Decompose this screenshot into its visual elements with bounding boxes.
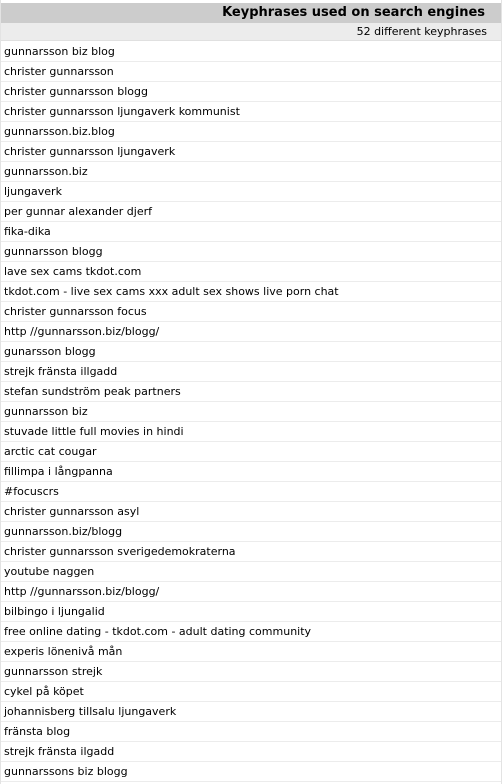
keyphrase-row: stefan sundström peak partners (1, 382, 501, 402)
keyphrase-row: bilbingo i ljungalid (1, 602, 501, 622)
keyphrase-row: fränsta blog (1, 722, 501, 742)
keyphrase-row: ljungaverk (1, 182, 501, 202)
keyphrase-row: christer gunnarsson asyl (1, 502, 501, 522)
keyphrase-row: fillimpa i långpanna (1, 462, 501, 482)
keyphrase-row: fika-dika (1, 222, 501, 242)
keyphrase-row: gunnarsson blogg (1, 242, 501, 262)
keyphrase-row: http //gunnarsson.biz/blogg/ (1, 322, 501, 342)
keyphrase-row: gunnarssons biz blogg (1, 762, 501, 782)
keyphrase-row: gunnarsson strejk (1, 662, 501, 682)
keyphrase-row: christer gunnarsson focus (1, 302, 501, 322)
keyphrase-row: gunnarsson biz (1, 402, 501, 422)
keyphrase-row: gunnarsson.biz (1, 162, 501, 182)
keyphrase-row: stuvade little full movies in hindi (1, 422, 501, 442)
keyphrase-row: gunnarsson.biz.blog (1, 122, 501, 142)
keyphrase-row: cykel på köpet (1, 682, 501, 702)
keyphrase-row: per gunnar alexander djerf (1, 202, 501, 222)
keyphrase-row: christer gunnarsson (1, 62, 501, 82)
keyphrase-row: christer gunnarsson blogg (1, 82, 501, 102)
keyphrase-row: experis lönenivå mån (1, 642, 501, 662)
keyphrase-list (1, 42, 501, 782)
keyphrase-row: arctic cat cougar (1, 442, 501, 462)
title-bar (1, 3, 501, 23)
keyphrase-row: gunarsson blogg (1, 342, 501, 362)
keyphrase-row: johannisberg tillsalu ljungaverk (1, 702, 501, 722)
keyphrase-row: christer gunnarsson sverigedemokraterna (1, 542, 501, 562)
keyphrase-row: christer gunnarsson ljungaverk kommunist (1, 102, 501, 122)
keyphrase-row: #focuscrs (1, 482, 501, 502)
keyphrase-row: tkdot.com - live sex cams xxx adult sex shows live porn chat (1, 282, 501, 302)
keyphrase-row: christer gunnarsson ljungaverk (1, 142, 501, 162)
keyphrase-row: free online dating - tkdot.com - adult dating community (1, 622, 501, 642)
keyphrase-row: lave sex cams tkdot.com (1, 262, 501, 282)
keyphrase-row: gunnarsson.biz/blogg (1, 522, 501, 542)
panel-title: Keyphrases used on search engines (222, 5, 485, 20)
keyphrase-row: http //gunnarsson.biz/blogg/ (1, 582, 501, 602)
count-bar (1, 23, 501, 41)
keyphrase-count: 52 different keyphrases (356, 25, 487, 38)
keyphrase-row: gunnarsson biz blog (1, 42, 501, 62)
keyphrase-row: youtube naggen (1, 562, 501, 582)
keyphrase-row: strejk fränsta illgadd (1, 362, 501, 382)
keyphrase-row: strejk fränsta ilgadd (1, 742, 501, 762)
